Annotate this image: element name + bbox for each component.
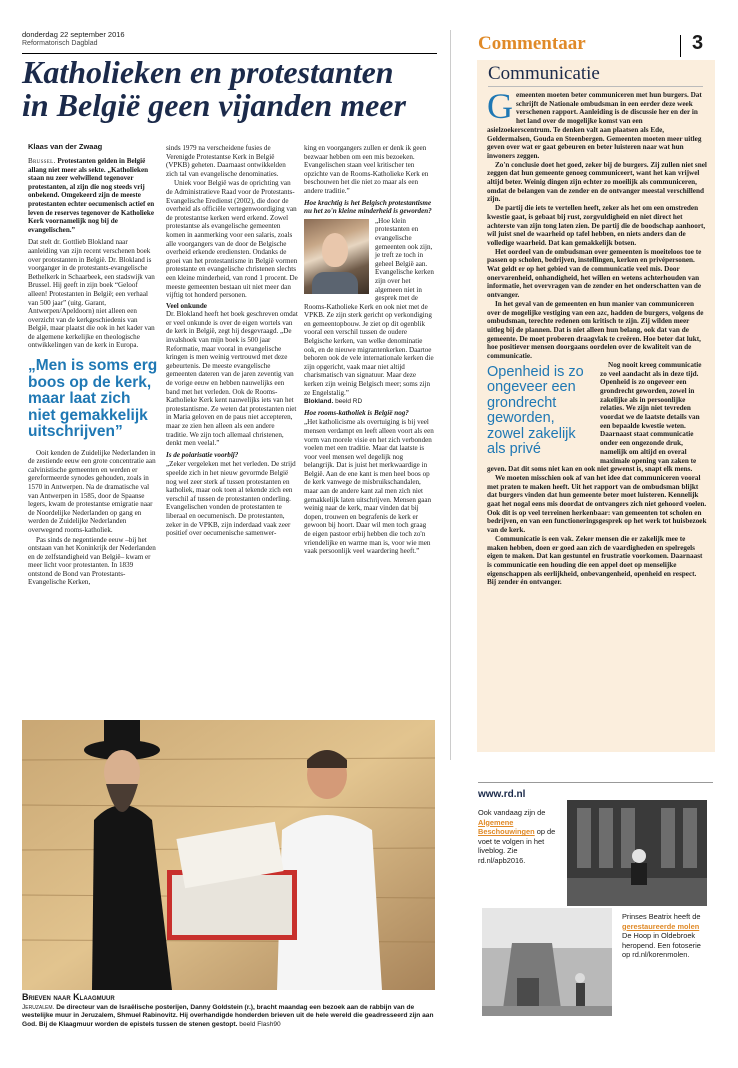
paragraph: „Het katholicisme als overtuiging is bij veel mensen verdampt en leeft alleen voort als een vorm van morele visie en het zich verbonden voelen met een traditie. Maar dat laatste is voor veel mensen wel degelijk nog belangrijk. Dat is juist het merkwaardige in België. Aan de ene kant is men heel boos op de kerk vanwege de misbruikschandalen, maar aan de andere kant zal men zich niet gemakkelijk laten uitschrijven. Mensen gaan weinig naar de kerk, maar vinden dat bij dopen, trouwen en begrafenis de kerk er gewoon bij hoort. Daar wil men toch graag de eigen pastoor erbij hebben die toch zo'n vriendelijke en warme man is, voor wie men vaak persoonlijk veel waardering heeft.”	[304, 418, 434, 556]
paragraph: „Zeker vergeleken met het verleden. De strijd speelde zich in het nieuw gevormde België nog wel zeer sterk af tussen protestanten en katholiek, maar ook toen al tekende zich een verschil af tussen de protestanten onderling. Evangelischen vonden de protestanten te liberaal en oecumenisch. De protestanten, zeker in de VPKB, zijn inderdaad vaak zeer positief over oecumenische samenwer-	[166, 460, 296, 538]
rd-promo-1-intro: Ook vandaag zijn de	[478, 808, 546, 817]
headline-line-2: in België geen vijanden meer	[22, 87, 406, 123]
windmill-photo	[482, 908, 612, 1016]
drop-cap: G	[487, 91, 513, 126]
photo-dateline: Jeruzalem.	[22, 1004, 55, 1011]
byline: Klaas van der Zwaag	[28, 142, 103, 151]
parliament-illustration	[567, 800, 707, 906]
rd-website-title[interactable]: www.rd.nl	[478, 789, 526, 800]
interview-question: Is de polarisatie voorbij?	[166, 450, 239, 459]
paragraph: De partij die iets te vertellen heeft, zeker als het om een omstreden kwestie gaat, is gebaat bij rust, zorgvuldigheid en niet direct het achterste van zijn tong laten zien. De partij die de boodschap aanhoort, wil juist snel de waarheid op tafel hebben, en niets anders dan de volledige waarheid. Dat kan gemakkelijk botsen.	[487, 204, 706, 247]
lead-text: Protestanten gelden in België allang niet meer als sekte. „Katholieken staan nu zeer welwillend tegenover protestanten, al zijn die nog steeds vrij onbekend. Omgekeerd zijn de meeste protestanten echter oecumenisch actief en leven de reserves tegenover de Katholieke Kerk voornamelijk nog bij de evangelischen.”	[28, 157, 155, 234]
paragraph: Dat stelt dr. Gottlieb Blokland naar aanleiding van zijn recent verschenen boek over protestanten in België. Dr. Blokland is voorganger in de protestants-evangelische Bethelkerk in Schaarbeek, een stadswijk van Brussel. Hij geeft in zijn boek “Geloof alleen! Protestanten in België; een verhaal van 500 jaar” (uitg. Garant, Antwerpen/Apeldoorn) niet alleen een overzicht van de kerkgeschiedenis van België, maar plaatst die ook in het kader van de algemene kerkelijke en theologische ontwikkelingen van de kerk in Europa.	[28, 238, 155, 350]
paragraph: Nog nooit kreeg communicatie zo veel aandacht als in deze tijd. Openheid is zo ongeveer een grondrecht geworden, zowel in zakelijke als in persoonlijke relaties. We zijn niet tevreden voordat we de laatste details van een bepaalde kwestie weten. Daarnaast staat communicatie onder een ongezonde druk, namelijk om altijd en overal maximale opening van zaken te geven. Dat dit soms niet kan en ook niet gewenst is, snapt elk mens.	[487, 360, 702, 474]
paragraph: Dr. Blokland heeft het boek geschreven omdat er veel onkunde is over de eigen wortels van de kerk in België, zegt hij desgevraagd. „De invalshoek van mijn boek is 500 jaar Reformatie, maar vooral in evangelische kringen is men weinig vertrouwd met deze gebeurtenis. De meeste evangelische gemeenten dateren van de jaren zeventig van de vorige eeuw en hebben nauwelijks een band met het verleden. Ook de Rooms-Katholieke Kerk kent nauwelijks iets van het protestantisme. Ze weten dat protestanten niet in Maria geloven en de paus niet accepteren, maar ze zien hen alleen als een andere traditie. We zijn toch allemaal christenen, denkt men veelal.”	[166, 310, 298, 448]
issue-date: donderdag 22 september 2016	[22, 30, 125, 39]
rd-promo-2	[622, 912, 710, 960]
paragraph: In het geval van de gemeenten en hun manier van communiceren over de mogelijke vestiging van een azc, hadden de burgers, volgens de ombudsman, terechte redenen om kritisch te zijn. Zij wilden meer uitleg bij de plannen. Dat is niet alleen hun belang, ook dat van de gemeente. De moet proberen draagvlak te creëren. Hoe beter dat lukt, hoe positiever mensen doorgaans oordelen over de kwaliteit van de communicatie.	[487, 299, 704, 361]
article-lead	[28, 157, 158, 234]
paragraph: Pas sinds de negentiende eeuw –bij het ontstaan van het Koninkrijk der Nederlanden en de zelfstandigheid van België– kwam er meer licht voor protestanten. In 1839 ontstond de Bond van Protestants-Evangelische Kerken,	[28, 535, 156, 587]
paragraph: We moeten misschien ook af van het idee dat communiceren vooral met praten te maken heeft. Uit het rapport van de ombudsman blijkt dat burgers vinden dat hun gemeente beter moet luisteren. Kennelijk gaat het nogal eens mis doordat de ontvangers zich niet gehoord voelen. Ook dit is op veel terreinen herkenbaar: van gemeenten tot scholen en bedrijven, en van een functioneringsgesprek op het werk tot huisbezoek van de kerk.	[487, 473, 707, 535]
paragraph: sinds 1979 na verscheidene fusies de Verenigde Protestantse Kerk in België (VPKB) geheten. Daarnaast ontwikkelden zich tal van evangelische denominaties.	[166, 144, 286, 178]
paragraph: Het oordeel van de ombudsman over gemeenten is moeiteloos toe te passen op scholen, bedrijven, instellingen, kerken en privépersonen. Wat geldt er op het gebied van de communicatie veel mis. Door onervarenheid, onhandigheid, het willen en wetens achterhouden van informatie, het overvragen van de zender en het onderschatten van de ontvanger.	[487, 247, 702, 300]
blokland-portrait-photo	[304, 219, 369, 294]
paragraph: Uniek voor België was de oprichting van de Administratieve Raad voor de Protestants-Evangelische Eredienst (2002), die door de overheid als officiële vertegenwoordiging van de protestantse kerken werd erkend. Zowel protestantse als evangelische gemeenten komen in aanmerking voor een salaris, zoals alle voorgangers van de door de Belgische overheid erkende erediensten. Ondanks de groei van het protestantisme in België vormen protestante en evangelische christenen slechts een kleine minderheid, van rond 1 procent. De meeste gemeenten bestaan uit niet meer dan vijftig tot honderd personen.	[166, 179, 298, 300]
section-label: Commentaar	[478, 33, 586, 54]
portrait-shirt	[312, 272, 358, 294]
rd-block-rule	[478, 782, 713, 783]
photo-caption-text: De directeur van de Israëlische posterijen, Danny Goldstein (r.), bracht maandag een bezoek aan de rabbijn van de westelijke muur in Jeruzalem, Shmuel Rabinovitz. Hij overhandigde honderden brieven uit de hele wereld die geadresseerd zijn aan God. Bij de Klaagmuur worden de epistels tussen de stenen gestopt.	[22, 1004, 434, 1028]
photo-caption-title: Brieven naar Klaagmuur	[22, 992, 115, 1002]
paragraph: Zo'n conclusie doet het goed, zeker bij de burgers. Zij zullen niet snel zeggen dat hun gemeente genoeg communiceert, want het kan vrijwel altijd beter. Weinig dingen zijn echter zo moeilijk als communiceren, omdat de belangen van de zender en de ontvanger meestal verschillend zijn.	[487, 160, 707, 204]
rd-promo-1-rest: op de voet te volgen in het liveblog. Zie rd.nl/apb2016.	[478, 827, 556, 865]
paragraph: „Hoe klein protestanten en evangelische gemeenten ook zijn, je treft ze toch in geheel België aan. Evangelische kerken zijn over het algemeen niet in gesprek met de Rooms-Katholieke Kerk en ook niet met de VPKB. Ze zijn sterk gericht op verkondiging en gemeentopbouw. Je ziet op dit ogenblik vooral een verschil tussen de oudere Belgische kerken, van welke denominatie ook, en de nieuwe migrantenkerken. Daartoe behoren ook de vele internationale kerken die zijn opgericht, vaak maar niet altijd charismatisch van signatuur. Maar deze kerken zijn weinig Belgisch meer; soms zijn ze Engelstalig.”	[304, 216, 434, 397]
commentary-rule	[488, 86, 703, 87]
subheading: Veel onkunde	[166, 301, 207, 310]
rd-promo-1	[478, 808, 560, 866]
portrait-caption	[304, 398, 434, 406]
rd-promo-2-rest: De Hoop in Oldebroek heropend. Een fotoserie op rd.nl/korenmolen.	[622, 931, 701, 960]
rd-promo-2-intro: Prinses Beatrix heeft de	[622, 912, 701, 921]
paragraph: king en voorgangers zullen er denk ik geen bezwaar hebben om een mis bezoeken. Evangelischen staan veel kritischer ten opzichte van de Rooms-Katholieke Kerk en beschouwen het die niet zo maar als een andere traditie.”	[304, 144, 429, 195]
klaagmuur-photo	[22, 720, 435, 990]
paper-name: Reformatorisch Dagblad	[22, 40, 98, 47]
algemene-beschouwingen-link[interactable]: Algemene Beschouwingen	[478, 817, 535, 837]
dateline: Brussel.	[28, 157, 56, 165]
headline-line-1: Katholieken en protestanten	[22, 54, 394, 90]
pull-quote: „Men is soms erg boos op de kerk, maar laat zich niet gemakkelijk uitschrijven”	[28, 357, 158, 441]
commentary-pull-quote: Openheid is zo ongeveer een grondrecht geworden, zowel zakelijk als privé	[487, 363, 584, 458]
page-number-divider	[680, 35, 681, 57]
photo-caption	[22, 1004, 437, 1029]
photo-credit: beeld Flash90	[239, 1020, 281, 1028]
windmill-illustration	[482, 908, 612, 1016]
paragraph: Ooit kenden de Zuidelijke Nederlanden in de zestiende eeuw een grote concentratie aan calvinistische gemeenten en werden er gereformeerde synodes gehouden, zoals in 1570 in Antwerpen. Na de dramatische val van Antwerpen in 1585, door de Spaanse legers, kwam de protestantse emigratie naar de Noordelijke Nederlanden op gang en werden de Zuidelijke Nederlanden overwegend rooms-katholiek.	[28, 448, 156, 534]
commentary-body	[487, 91, 707, 751]
gerestaureerde-molen-link[interactable]: gerestaureerde molen	[622, 921, 700, 931]
portrait-caption-name: Blokland.	[304, 398, 334, 406]
portrait-caption-credit: beeld RD	[335, 398, 363, 406]
portrait-face	[322, 233, 348, 267]
photo-illustration	[22, 720, 435, 990]
column-divider	[450, 30, 451, 760]
paragraph: emeenten moeten beter communiceren met hun burgers. Dat schrijft de Nationale ombudsman in een eerder deze week verschenen rapport. Aanleiding is de discussie her en der in het land over de mogelijke komst van een asielzoekerscentrum. Te denken valt aan plaatsen als Ede, Geldermalsen, Gouda en Steenbergen. Gemeenten moeten meer uitleg geven over wat er gaat gebeuren en beter luisteren naar wat hun inwoners zeggen.	[487, 91, 702, 160]
page-number: 3	[692, 32, 704, 54]
interview-question: Hoe rooms-katholiek is België nog?	[304, 408, 409, 417]
article-headline	[22, 56, 442, 122]
paragraph: Communicatie is een vak. Zeker mensen die er zakelijk mee te maken hebben, doen er goed aan zich de vaardigheden en spelregels eigen te maken. Dat kan gestuntel en frustratie voorkomen. Daarnaast is communicatie een houding die een appel doet op menselijke eigenschappen als eerlijkheid, onbevangenheid, openheid en respect. Bij zender én ontvanger.	[487, 534, 703, 587]
commentary-title: Communicatie	[488, 63, 600, 84]
parliament-photo	[567, 800, 707, 906]
interview-question: Hoe krachtig is het Belgisch protestantisme nu het zo'n kleine minderheid is geworden?	[304, 198, 432, 216]
